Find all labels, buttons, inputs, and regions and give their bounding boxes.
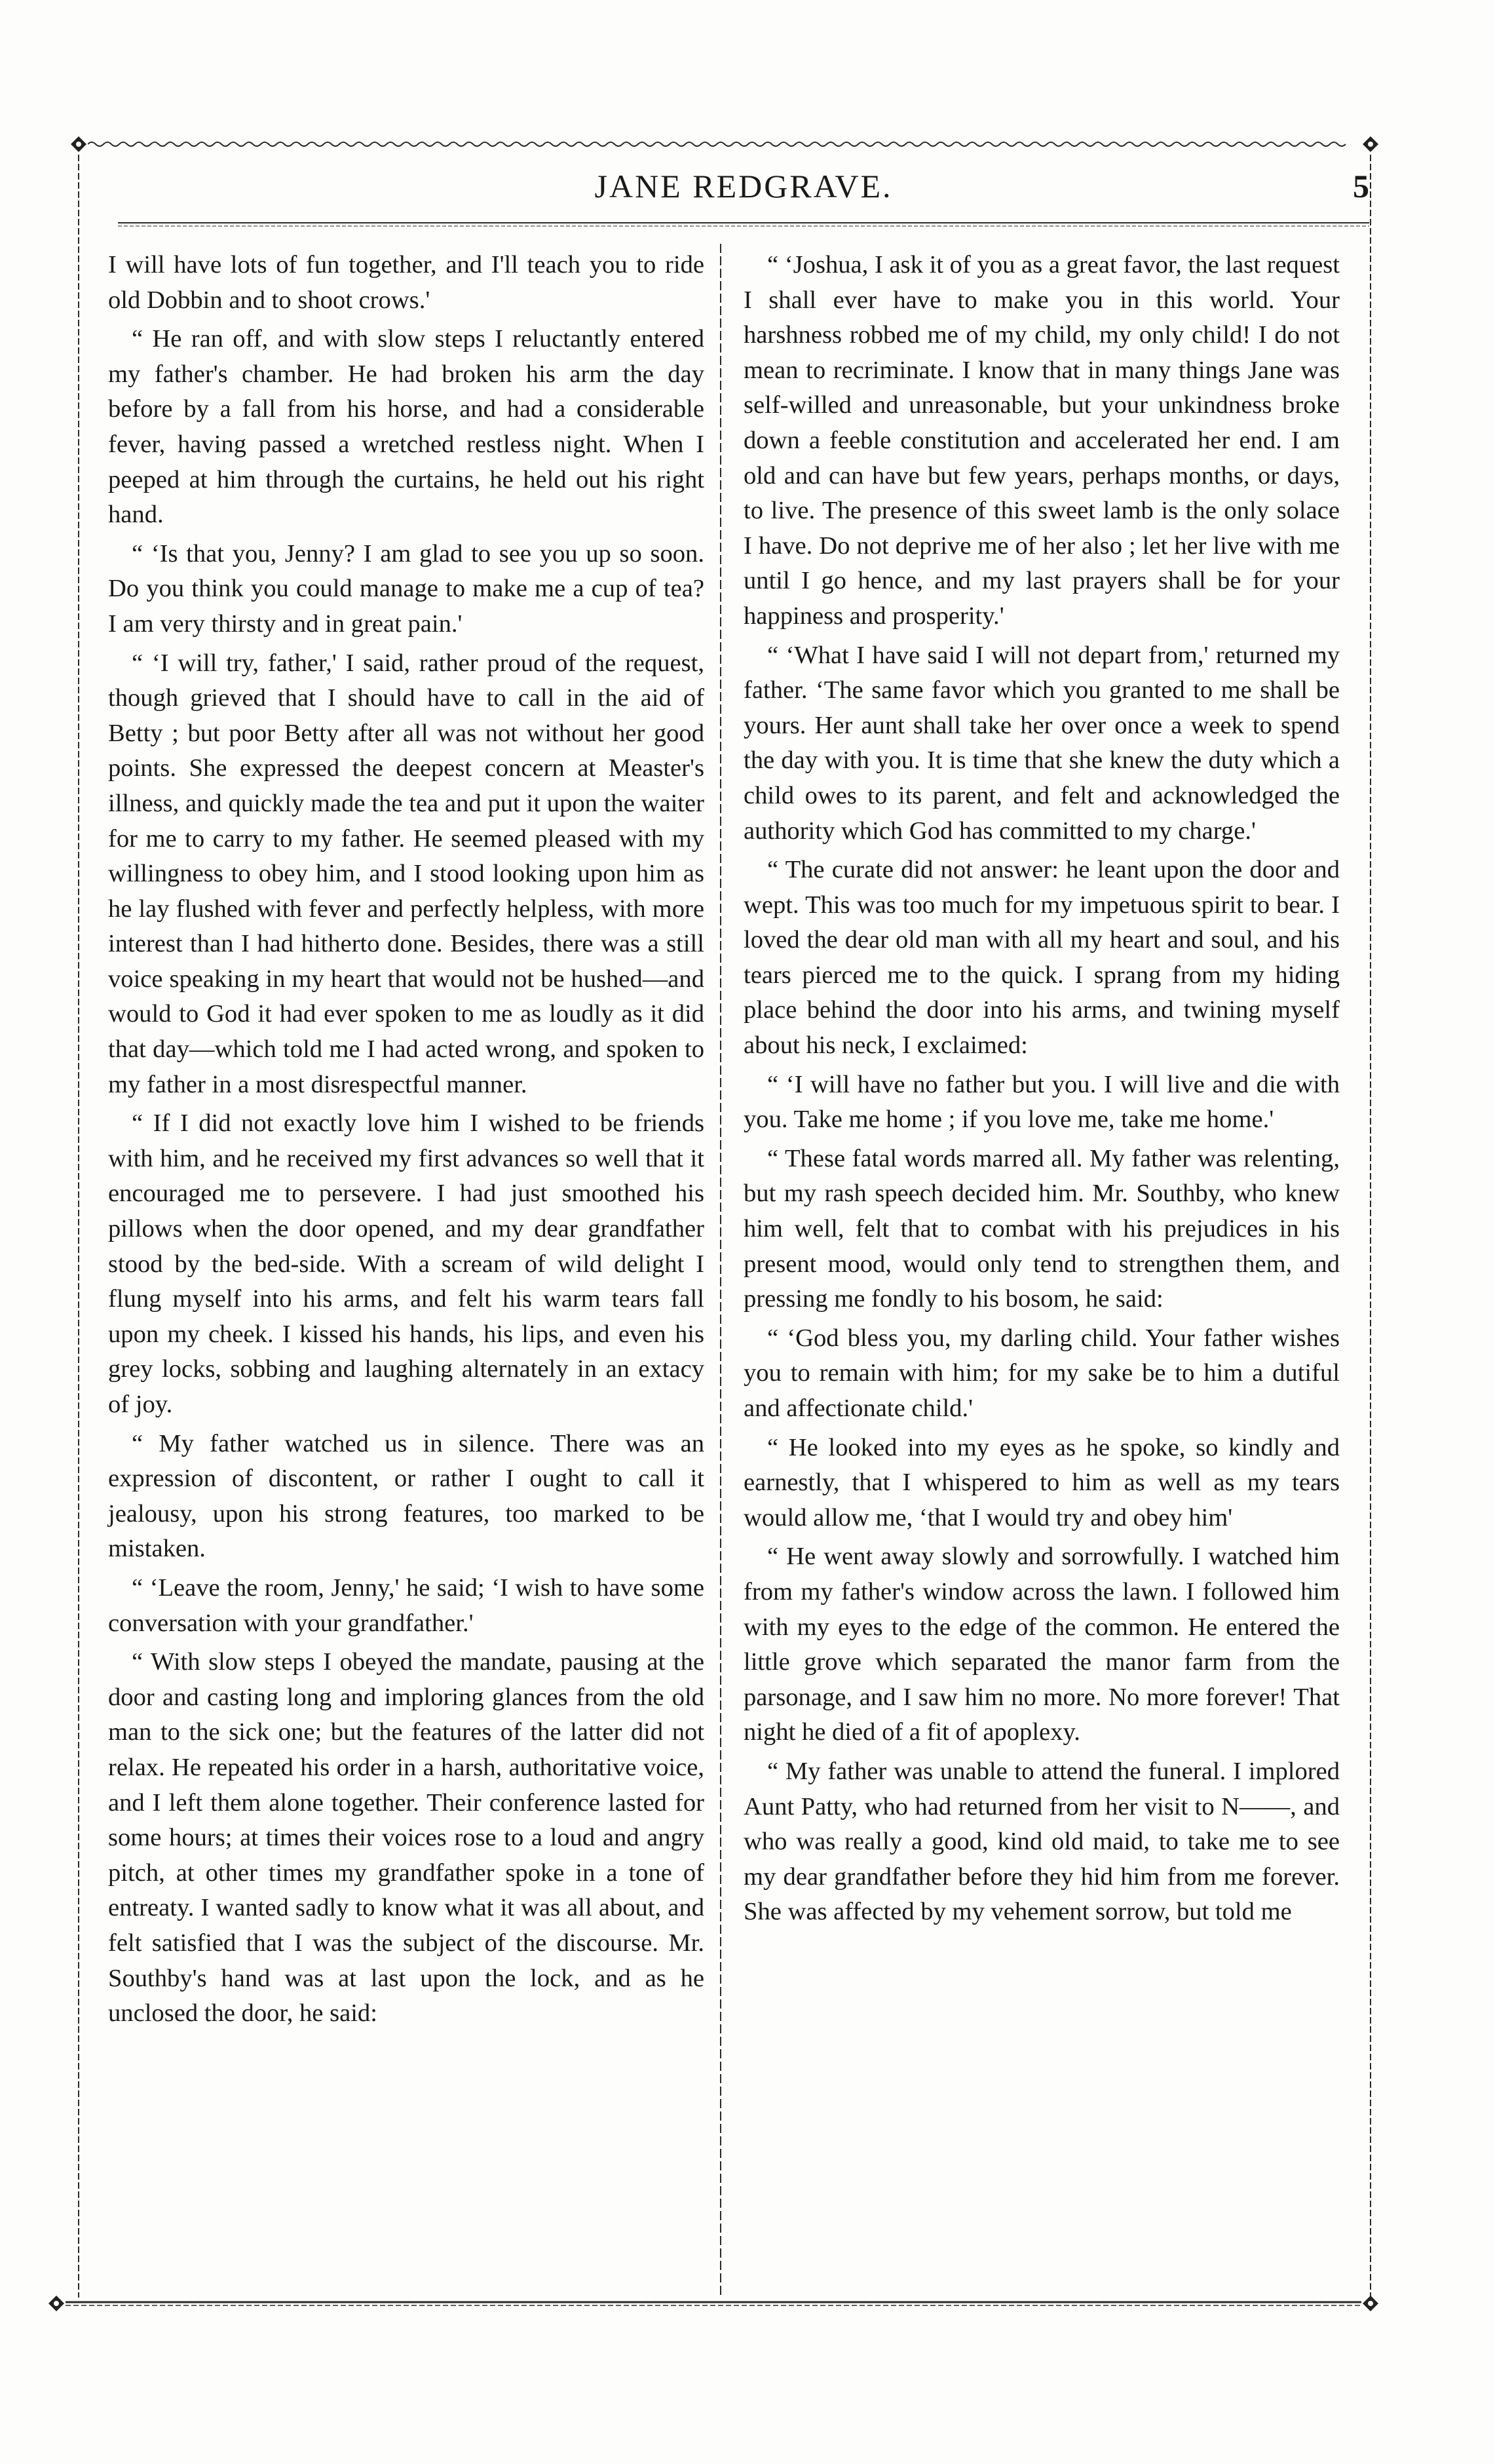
paragraph: “ With slow steps I obeyed the mandate, pausing at the door and casting long and imploring glances from the old man to the sick one; but the features of the latter did not relax. He repeated his order in a harsh, authoritative voice, and I left them alone together. Their conference lasted for some hours; at times their voices rose to a loud and angry pitch, at other times my grandfather spoke in a tone of entreaty. I wanted sadly to know what it was all about, and felt satisfied that I was the subject of the discourse. Mr. Southby's hand was at last upon the lock, and as he unclosed the door, he said:: [108, 1648, 704, 2028]
paragraph: “ ‘Joshua, I ask it of you as a great favor, the last request I shall ever have to make you in this world. Your harshness robbed me of my child, my only child! I do not mean to recriminate. I know that in many things Jane was self-willed and unreasonable, but your unkindness broke down a feeble constitution and accelerated her end. I am old and can have but few years, perhaps months, or days, to live. The presence of this sweet lamb is the only solace I have. Do not deprive me of her also ; let her live with me until I go hence, and my last prayers shall be for your happiness and prosperity.': [744, 251, 1340, 630]
right-frame-rule: [1366, 155, 1375, 2298]
column-divider: [716, 244, 725, 2295]
paragraph: I will have lots of fun together, and I'll teach you to ride old Dobbin and to shoot crows.': [108, 251, 704, 314]
top-left-ornament-icon: [69, 135, 88, 153]
paragraph: “ The curate did not answer: he leant upon the door and wept. This was too much for my impetuous spirit to bear. I loved the dear old man with all my heart and soul, and his tears pierced me to the quick. I sprang from my hiding place behind the door into his arms, and twining myself about his neck, I exclaimed:: [744, 856, 1340, 1060]
paragraph: “ ‘Leave the room, Jenny,' he said; ‘I wish to have some conversation with your grandfather.': [108, 1573, 704, 1637]
right-column: [744, 248, 1340, 1934]
paragraph: “ He looked into my eyes as he spoke, so kindly and earnestly, that I whispered to him as well as my tears would allow me, ‘that I would try and obey him': [744, 1433, 1340, 1531]
left-frame-rule: [74, 155, 83, 2298]
paragraph: “ If I did not exactly love him I wished to be friends with him, and he received my first advances so well that it encouraged me to persevere. I had just smoothed his pillows when the door opened, and my dear grandfather stood by the bed-side. With a scream of wild delight I flung myself into his arms, and felt his warm tears fall upon my cheek. I kissed his hands, his lips, and even his grey locks, sobbing and laughing alternately in an extacy of joy.: [108, 1109, 704, 1418]
left-column: [108, 248, 704, 2035]
bottom-right-ornament-icon: [1361, 2294, 1380, 2313]
paragraph: “ He ran off, and with slow steps I reluctantly entered my father's chamber. He had broken his arm the day before by a fall from his horse, and had a considerable fever, having passed a wretched restless night. When I peeped at him through the curtains, he held out his right hand.: [108, 325, 704, 529]
bottom-left-ornament-icon: [47, 2294, 66, 2313]
running-head: [118, 167, 1369, 213]
paragraph: “ ‘I will have no father but you. I will live and die with you. Take me home ; if you love me, take me home.': [744, 1070, 1340, 1134]
paragraph: “ ‘I will try, father,' I said, rather proud of the request, though grieved that I should have to call in the aid of Betty ; but poor Betty after all was not without her good points. She expressed the deepest concern at Measter's illness, and quickly made the tea and put it upon the waiter for me to carry to my father. He seemed pleased with my willingness to obey him, and I stood looking upon him as he lay flushed with fever and perfectly helpless, with more interest than I had hitherto done. Besides, there was a still voice speaking in my heart that would not be hushed—and would to God it had ever spoken to me as loudly as it did that day—which told me I had acted wrong, and spoken to my father in a most disrespectful manner.: [108, 649, 704, 1098]
top-right-ornament-icon: [1361, 135, 1380, 153]
paragraph: “ My father was unable to attend the funeral. I implored Aunt Patty, who had returned from her visit to N——, and who was really a good, kind old maid, to take me to see my dear grandfather before they hid him from me forever. She was affected by my vehement sorrow, but told me: [744, 1757, 1340, 1926]
paragraph: “ He went away slowly and sorrowfully. I watched him from my father's window across the lawn. I followed him with my eyes to the edge of the common. He entered the little grove which separated the manor farm from the parsonage, and I saw him no more. No more forever! That night he died of a fit of apoplexy.: [744, 1543, 1340, 1746]
paragraph: “ ‘God bless you, my darling child. Your father wishes you to remain with him; for my sake be to him a dutiful and affectionate child.': [744, 1324, 1340, 1422]
paragraph: “ These fatal words marred all. My father was relenting, but my rash speech decided him. Mr. Southby, who knew him well, felt that to combat with his prejudices in his present mood, would only tend to strengthen them, and pressing me fondly to his bosom, he said:: [744, 1144, 1340, 1313]
top-frame-rule: [88, 140, 1361, 149]
paragraph: “ My father watched us in silence. There was an expression of discontent, or rather I ought to call it jealousy, upon his strong features, too marked to be mistaken.: [108, 1429, 704, 1563]
paragraph: “ ‘Is that you, Jenny? I am glad to see you up so soon. Do you think you could manage to make me a cup of tea? I am very thirsty and in great pain.': [108, 539, 704, 638]
running-title: JANE REDGRAVE.: [594, 168, 893, 204]
page-number: 5: [1353, 168, 1369, 204]
paragraph: “ ‘What I have said I will not depart from,' returned my father. ‘The same favor which you granted to me shall be yours. Her aunt shall take her over once a week to spend the day with you. It is time that she knew the duty which a child owes to its parent, and felt and acknowledged the authority which God has committed to my charge.': [744, 641, 1340, 845]
header-rule: [118, 220, 1369, 227]
bottom-frame-rule: [66, 2299, 1361, 2308]
